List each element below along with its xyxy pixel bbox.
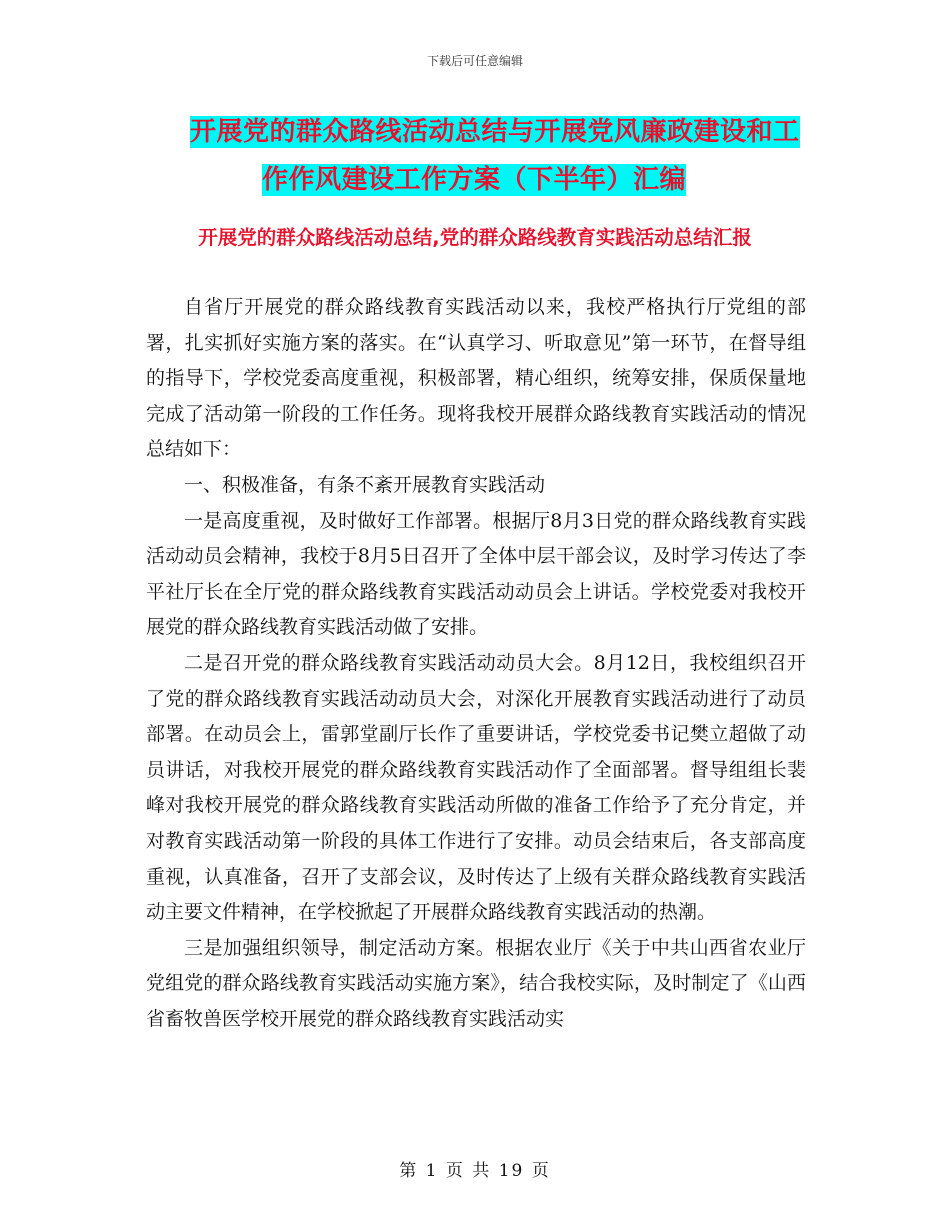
title-line-1-text: 开展党的群众路线活动总结与开展党风廉政建设和工 (190, 117, 800, 147)
paragraph-point-3: 三是加强组织领导，制定活动方案。根据农业厅《关于中共山西省农业厅党组党的群众路线教育实践活动实施方案》，结合我校实际，及时制定了《山西省畜牧兽医学校开展党的群众路线教育实践活动实 (146, 936, 806, 1030)
paragraph-point-1: 一是高度重视，及时做好工作部署。根据厅8月3日党的群众路线教育实践活动动员会精神，我校于8月5日召开了全体中层干部会议，及时学习传达了李平社厅长在全厅党的群众路线教育实践活动动员会上讲话。学校党委对我校开展党的群众路线教育实践活动做了安排。 (146, 509, 806, 639)
page-number: 第 1 页 共 19 页 (399, 1161, 551, 1181)
body-text (146, 290, 806, 1037)
title-line-2-text: 作作风建设工作方案（下半年）汇编 (262, 165, 687, 195)
paragraph-intro: 自省厅开展党的群众路线教育实践活动以来，我校严格执行厅党组的部署，扎实抓好实施方案的落实。在“认真学习、听取意见”第一环节，在督导组的指导下，学校党委高度重视，积极部署，精心组织，统筹安排，保质保量地完成了活动第一阶段的工作任务。现将我校开展群众路线教育实践活动的情况总结如下： (146, 296, 806, 461)
title-line-2 (150, 156, 830, 204)
header-note: 下载后可任意编辑 (426, 54, 523, 68)
title-line-1 (150, 108, 830, 156)
paragraph-subheading-1: 一、积极准备，有条不紊开展教育实践活动 (184, 473, 546, 496)
section-heading: 开展党的群众路线活动总结,党的群众路线教育实践活动总结汇报 (198, 226, 752, 249)
document-title (150, 108, 830, 204)
paragraph-point-2: 二是召开党的群众路线教育实践活动动员大会。8月12日，我校组织召开了党的群众路线教育实践活动动员大会，对深化开展教育实践活动进行了动员部署。在动员会上，雷郭堂副厅长作了重要讲话，学校党委书记樊立超做了动员讲话，对我校开展党的群众路线教育实践活动作了全面部署。督导组组长裴峰对我校开展党的群众路线教育实践活动所做的准备工作给予了充分肯定，并对教育实践活动第一阶段的具体工作进行了安排。动员会结束后，各支部高度重视，认真准备，召开了支部会议，及时传达了上级有关群众路线教育实践活动主要文件精神，在学校掀起了开展群众路线教育实践活动的热潮。 (146, 651, 806, 924)
